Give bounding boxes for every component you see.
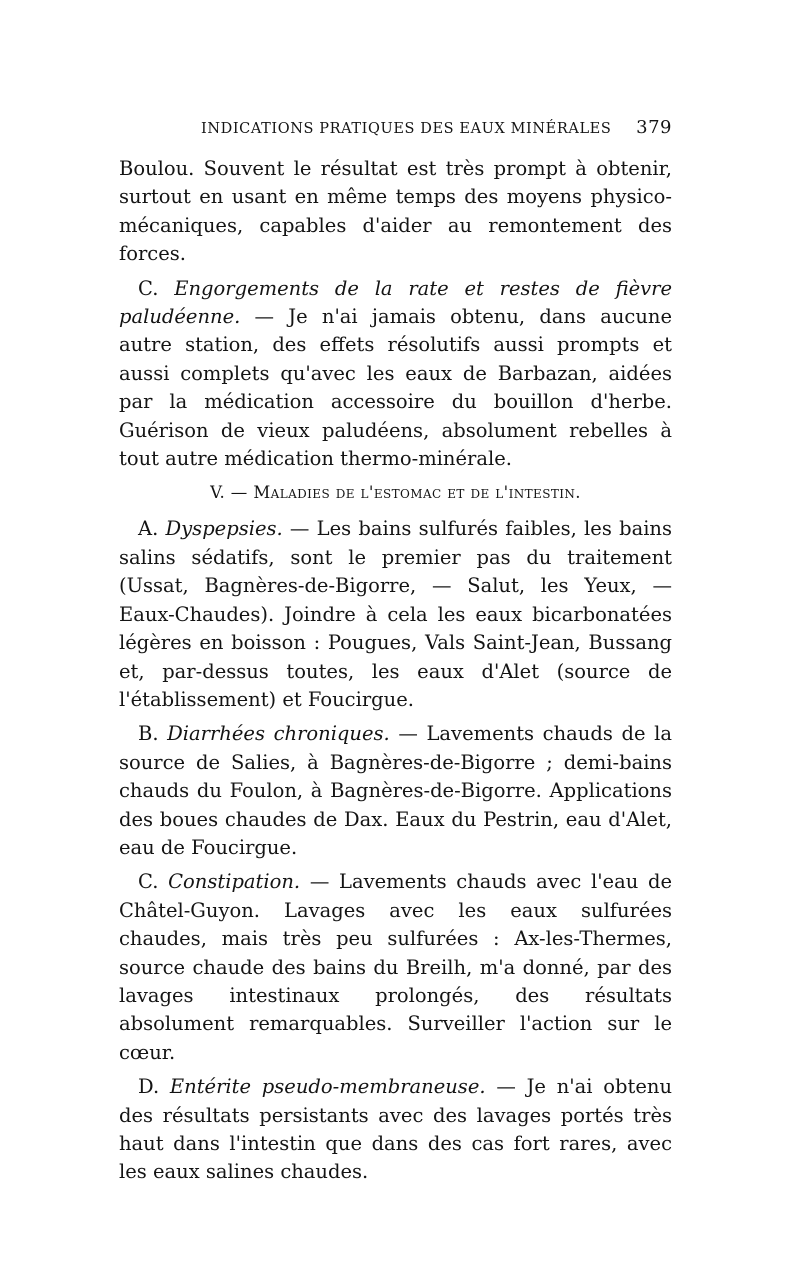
section-heading bbox=[119, 479, 672, 507]
body-text bbox=[119, 155, 672, 1187]
book-page bbox=[119, 117, 672, 1187]
paragraph-boulou bbox=[119, 155, 672, 269]
running-title: INDICATIONS PRATIQUES DES EAUX MINÉRALES bbox=[201, 121, 612, 137]
paragraph-engorgements bbox=[119, 275, 672, 474]
paragraph-text: — Je n'ai obtenu des résultats persistants avec des lavages portés très haut dans l'intestin que dans des cas fort rares, avec les eaux salines chaudes. bbox=[119, 1075, 673, 1184]
paragraph-subject: Entérite pseudo-membraneuse. bbox=[169, 1075, 486, 1099]
running-header bbox=[119, 117, 672, 147]
paragraph-lead: D. bbox=[138, 1075, 170, 1099]
section-title: Maladies de l'estomac et de l'intestin. bbox=[253, 483, 581, 503]
paragraph-constipation bbox=[119, 868, 672, 1067]
paragraph-dyspepsies bbox=[119, 515, 672, 714]
paragraph-text: — Lavements chauds de la source de Salies, à Bagnères-de-Bigorre ; demi-bains chauds du Foulon, à Bagnères-de-Bigorre. Applications des boues chaudes de Dax. Eaux du Pestrin, eau d'Alet, eau de Foucirgue. bbox=[119, 722, 672, 859]
page-number: 379 bbox=[636, 117, 672, 138]
paragraph-text: — Les bains sulfurés faibles, les bains salins sédatifs, sont le premier pas du traitement (Ussat, Bagnères-de-Bigorre, — Salut, les Yeux, — Eaux-Chaudes). Joindre à cela les eaux bicarbonatées légères en boisson : Pougues, Vals Saint-Jean, Bussang et, par-dessus toutes, les eaux d'Alet (source de l'établissement) et Foucirgue. bbox=[119, 517, 672, 711]
paragraph-subject: Diarrhées chroniques. bbox=[167, 722, 390, 746]
paragraph-lead: C. bbox=[138, 276, 175, 300]
paragraph-lead: C. bbox=[138, 870, 169, 894]
paragraph-subject: Constipation. bbox=[168, 870, 301, 894]
paragraph-diarrhees bbox=[119, 720, 672, 862]
paragraph-subject: Engorgements de la rate et restes de fièvre paludéenne. bbox=[119, 276, 673, 329]
paragraph-lead: A. bbox=[138, 517, 166, 541]
paragraph-subject: Dyspepsies. bbox=[165, 517, 283, 541]
paragraph-text: Boulou. Souvent le résultat est très prompt à obtenir, surtout en usant en même temps des moyens physico-mécaniques, capables d'aider au remontement des forces. bbox=[119, 157, 672, 266]
paragraph-text: — Je n'ai jamais obtenu, dans aucune autre station, des effets résolutifs aussi prompts et aussi complets qu'avec les eaux de Barbazan, aidées par la médication accessoire du bouillon d'herbe. Guérison de vieux paludéens, absolument rebelles à tout autre médication thermo-minérale. bbox=[119, 305, 672, 471]
section-number: V. — bbox=[210, 483, 254, 503]
paragraph-enterite bbox=[119, 1073, 672, 1187]
paragraph-lead: B. bbox=[138, 722, 168, 746]
paragraph-text: — Lavements chauds avec l'eau de Châtel-Guyon. Lavages avec les eaux sulfurées chaudes, mais très peu sulfurées : Ax-les-Thermes, source chaude des bains du Breilh, m'a donné, par des lavages intestinaux prolongés, des résultats absolument remarquables. Surveiller l'action sur le cœur. bbox=[119, 870, 673, 1064]
